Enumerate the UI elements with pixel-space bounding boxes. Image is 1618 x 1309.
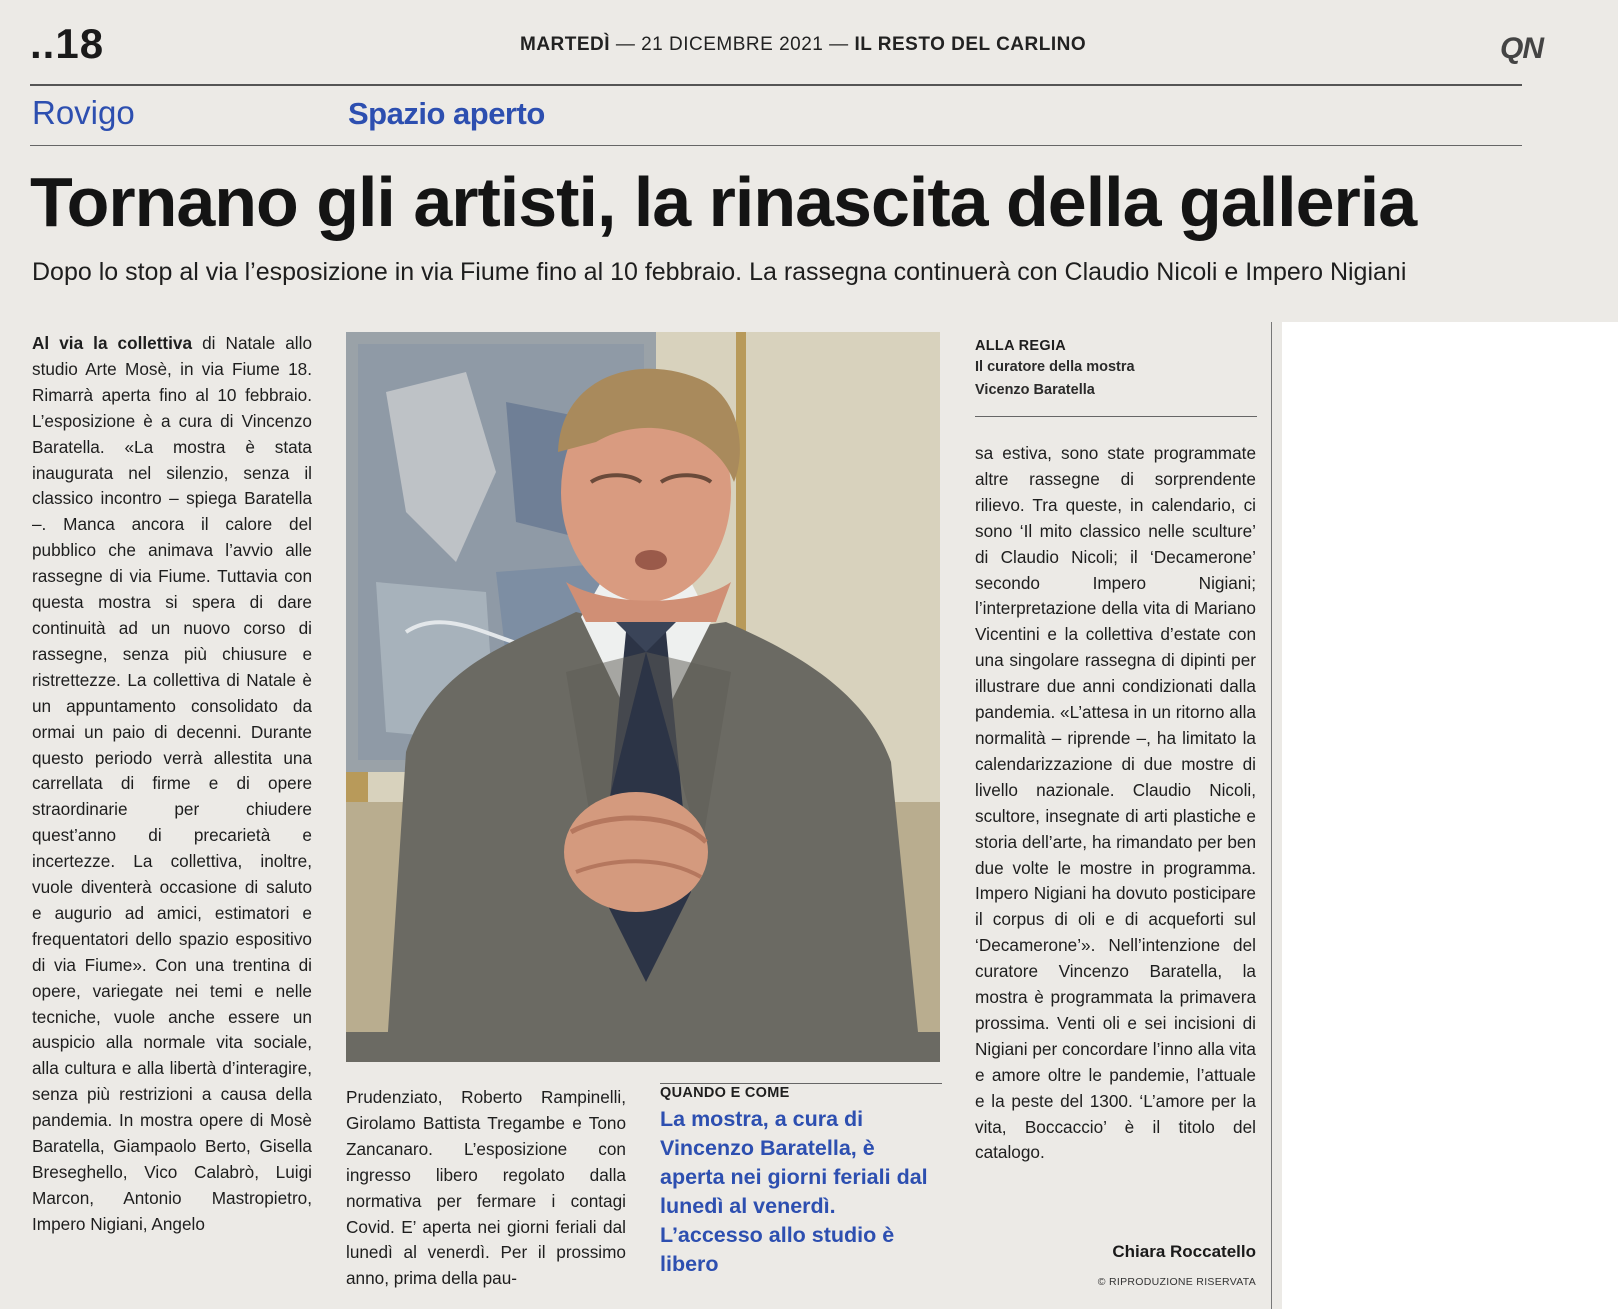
article-column-1: [32, 331, 312, 1238]
article-column-2: Prudenziato, Roberto Rampinelli, Girolamo Battista Tregambe e Tono Zancanaro. L’esposizione con ingresso libero regolato dalla normativa per fermare i contagi Covid. E’ aperta nei giorni feriali dal lunedì al venerdì. Per il prossimo anno, prima della pau-: [346, 1087, 626, 1289]
column-1-text: di Natale allo studio Arte Mosè, in via Fiume 18. Rimarrà aperta fino al 10 febbraio. L’esposizione è a cura di Vincenzo Baratella. «La mostra è stata inaugurata nel silenzio, senza il classico incontro – spiega Baratella –. Manca ancora il calore del pubblico che animava l’avvio alle rassegne di via Fiume. Tuttavia con questa mostra si spera di dare continuità ad un nuovo corso di rassegne, senza più chiusure e ristrettezze. La collettiva di Natale è un appuntamento consolidato da ormai un paio di decenni. Durante questo periodo verrà allestita una carrellata di firme e di opere straordinarie per chiudere quest’anno di precarietà e incertezze. La collettiva, inoltre, vuole diventerà occasione di saluto e augurio ad amici, estimatori e frequentatori dello spazio espositivo di via Fiume». Con una trentina di opere, variegate nei temi e nelle tecniche, vuole anche essere un auspicio alla normale vita sociale, alla cultura e alla libertà d’interagire, senza più restrizioni a causa della pandemia. In mostra opere di Mosè Baratella, Giampaolo Berto, Gisella Breseghello, Vico Calabrò, Luigi Marcon, Antonio Mastropietro, Impero Nigiani, Angelo: [32, 333, 313, 1234]
blank-scan-area: [1282, 322, 1618, 1309]
headline: Tornano gli artisti, la rinascita della galleria: [30, 163, 1417, 241]
info-box-label: QUANDO E COME: [660, 1085, 790, 1101]
caption-divider: [975, 416, 1257, 417]
curator-photo-illustration: [346, 332, 940, 1062]
info-box-text: La mostra, a cura di Vincenzo Baratella, è aperta nei giorni feriali dal lunedì al venerdì. L’accesso allo studio è libero: [660, 1107, 928, 1276]
caption-label: ALLA REGIA: [975, 338, 1067, 354]
dateline: [520, 34, 1160, 56]
dateline-day: MARTEDÌ: [520, 34, 611, 55]
article-column-3: sa estiva, sono state programmate altre rassegne di sorprendente rilievo. Tra queste, in calendario, ci sono ‘Il mito classico nelle sculture’ di Claudio Nicoli; il ‘Decamerone’ secondo Impero Nigiani; l’interpretazione della vita di Mariano Vicentini e la collettiva d’estate con una singolare rassegna di dipinti per illustrare due anni condizionati dalla pandemia. «L’attesa in un ritorno alla normalità – riprende –, ha limitato la calendarizzazione di due mostre di livello nazionale. Claudio Nicoli, scultore, insegnate di arti plastiche e storia dell’arte, ha rimandato per ben due volte le mostre in programma. Impero Nigiani ha dovuto posticipare il corpus di oli e di acqueforti sul ‘Decamerone’». Nell’intenzione del curatore Vincenzo Baratella, la mostra è programmata la primavera prossima. Venti oli e sei incisioni di Nigiani per concordare l’inno alla vita e amore oltre le pandemie, l’attuale e la peste del 1300. ‘L’amore per la vita, Boccaccio’ è il titolo del catalogo.: [975, 443, 1256, 1163]
page-number: ..18: [30, 20, 105, 67]
caption-line-1: Il curatore della mostra: [975, 359, 1135, 375]
section-kicker: Spazio aperto: [348, 96, 545, 131]
subheadline: Dopo lo stop al via l’esposizione in via Fiume fino al 10 febbraio. La rassegna continuerà con Claudio Nicoli e Impero Nigiani: [32, 258, 1407, 286]
byline: Chiara Roccatello: [1112, 1242, 1256, 1261]
section-city: Rovigo: [32, 94, 135, 131]
lead-in: Al via la collettiva: [32, 333, 193, 353]
qn-logo: QN: [1500, 32, 1543, 65]
copyright-notice: © RIPRODUZIONE RISERVATA: [1097, 1276, 1256, 1288]
info-box: [660, 1085, 942, 1279]
header-divider: [30, 84, 1522, 86]
right-column-rule: [1271, 322, 1272, 1309]
dateline-date: — 21 DICEMBRE 2021 —: [610, 34, 855, 55]
curator-photo: [346, 332, 940, 1062]
section-divider: [30, 145, 1522, 146]
caption-line-2: Vicenzo Baratella: [975, 382, 1095, 398]
photo-caption: [975, 338, 1257, 402]
newspaper-name: IL RESTO DEL CARLINO: [854, 34, 1087, 55]
info-box-top-rule: [660, 1083, 942, 1084]
